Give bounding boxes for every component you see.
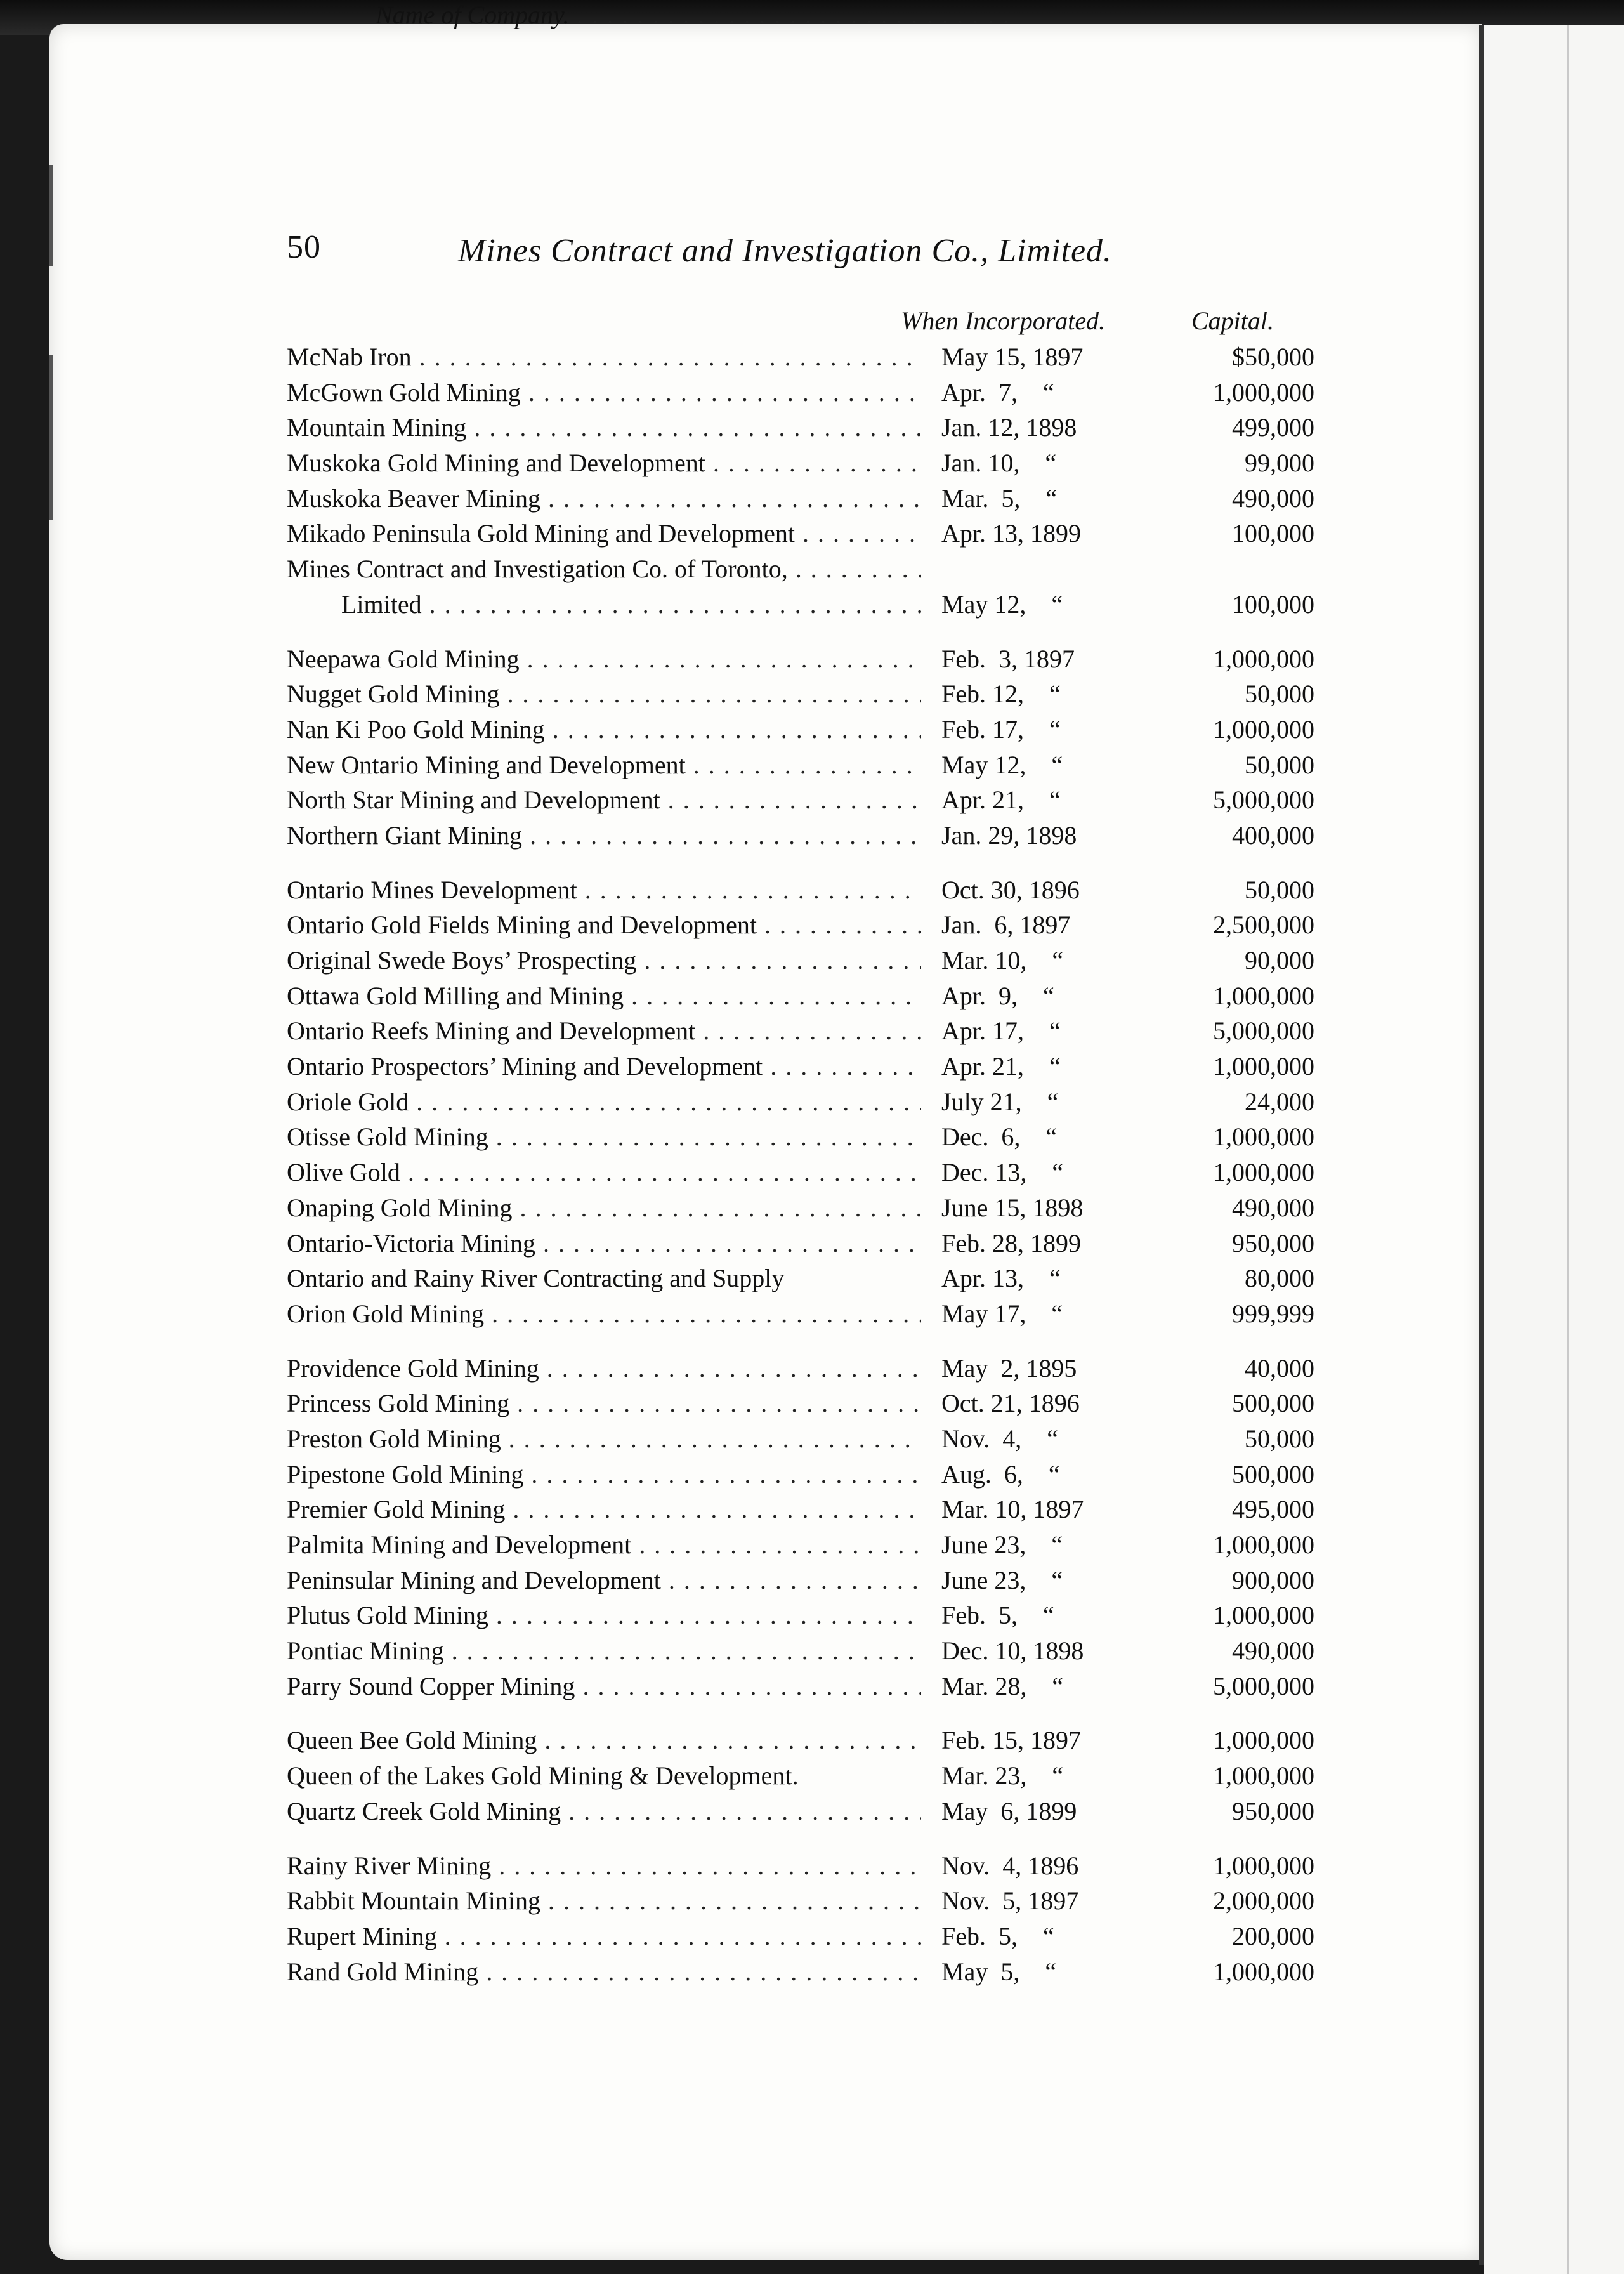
company-name: Olive Gold . . . (287, 1155, 921, 1190)
company-row (287, 1386, 1314, 1421)
company-row (287, 1421, 1314, 1457)
capital-amount: 1,000,000 (1213, 644, 1314, 673)
column-header-name: Name of Company. . . . (376, 0, 1010, 30)
company-row (287, 551, 1314, 622)
company-row (287, 1563, 1314, 1598)
company-row (287, 1598, 1314, 1633)
incorporation-date: Jan. 12, 1898 (941, 413, 1077, 442)
capital-amount: 1,000,000 (1213, 378, 1314, 407)
capital-amount: 2,500,000 (1213, 910, 1314, 940)
capital-amount: 50,000 (1245, 680, 1314, 709)
capital-amount: 1,000,000 (1213, 981, 1314, 1010)
capital-amount: 1,000,000 (1213, 1726, 1314, 1755)
company-name: Pipestone Gold Mining . . . (287, 1457, 921, 1492)
incorporation-date: Mar. 10, “ (941, 946, 1064, 975)
capital-amount: 495,000 (1232, 1495, 1314, 1524)
company-row (287, 1351, 1314, 1386)
incorporation-date: Nov. 5, 1897 (941, 1886, 1079, 1916)
capital-amount: 950,000 (1232, 1796, 1314, 1825)
company-row (287, 1084, 1314, 1120)
capital-amount: 1,000,000 (1213, 1851, 1314, 1880)
scan-edge-mark (49, 165, 53, 266)
letter-group (287, 641, 1314, 853)
company-row (287, 782, 1314, 818)
company-row (287, 1848, 1314, 1884)
capital-amount: 1,000,000 (1213, 1122, 1314, 1152)
company-row (287, 339, 1314, 375)
company-row (287, 1261, 1314, 1296)
company-name: Rupert Mining . . . (287, 1919, 921, 1954)
company-name: Muskoka Gold Mining and Development . . . (287, 445, 921, 481)
capital-amount: 5,000,000 (1213, 785, 1314, 815)
incorporation-date: May 12, “ (941, 589, 1063, 619)
capital-amount: 1,000,000 (1213, 1761, 1314, 1791)
incorporation-date: Oct. 21, 1896 (941, 1389, 1080, 1418)
company-row (287, 445, 1314, 481)
company-row (287, 375, 1314, 411)
company-row (287, 872, 1314, 908)
capital-amount: 90,000 (1245, 946, 1314, 975)
company-row (287, 1049, 1314, 1084)
letter-group (287, 1723, 1314, 1829)
capital-amount: 500,000 (1232, 1459, 1314, 1489)
incorporation-date: Nov. 4, “ (941, 1424, 1059, 1453)
capital-amount: 50,000 (1245, 750, 1314, 779)
company-row (287, 712, 1314, 747)
company-name: McGown Gold Mining . . . (287, 375, 921, 411)
capital-amount: 2,000,000 (1213, 1886, 1314, 1916)
company-row (287, 1226, 1314, 1261)
company-row (287, 818, 1314, 853)
company-row (287, 1633, 1314, 1669)
company-row (287, 1296, 1314, 1332)
incorporation-date: May 6, 1899 (941, 1796, 1077, 1825)
incorporation-date: Apr. 13, 1899 (941, 519, 1081, 548)
company-name: Plutus Gold Mining . . . (287, 1598, 921, 1633)
company-name: Ontario and Rainy River Contracting and Supply (287, 1264, 785, 1293)
scan-edge-mark (49, 355, 53, 520)
letter-group (287, 1351, 1314, 1704)
company-name: Northern Giant Mining . . . (287, 818, 921, 853)
company-row (287, 516, 1314, 551)
facing-page-margin (1484, 25, 1624, 2274)
capital-amount: 500,000 (1232, 1389, 1314, 1418)
capital-amount: 490,000 (1232, 483, 1314, 513)
capital-amount: 400,000 (1232, 820, 1314, 850)
capital-amount: 200,000 (1232, 1921, 1314, 1950)
company-name: Rand Gold Mining . . . (287, 1954, 921, 1990)
company-name: McNab Iron . . . (287, 339, 921, 375)
incorporation-date: Apr. 17, “ (941, 1016, 1061, 1046)
incorporation-date: Apr. 7, “ (941, 378, 1054, 407)
company-row (287, 1669, 1314, 1704)
capital-amount: $50,000 (1232, 343, 1314, 371)
capital-amount: 5,000,000 (1213, 1671, 1314, 1700)
capital-amount: 950,000 (1232, 1228, 1314, 1258)
company-name: Otisse Gold Mining . . . (287, 1119, 921, 1155)
incorporation-date: Feb. 5, “ (941, 1921, 1054, 1950)
running-head: Mines Contract and Investigation Co., Limited. (458, 233, 1113, 269)
company-name-continued: Limited . . . (341, 587, 921, 622)
incorporation-date: Oct. 30, 1896 (941, 875, 1080, 904)
capital-amount: 100,000 (1232, 519, 1314, 548)
letter-group (287, 1848, 1314, 1990)
capital-amount: 490,000 (1232, 1636, 1314, 1666)
company-name: Preston Gold Mining . . . (287, 1421, 921, 1457)
incorporation-date: Mar. 5, “ (941, 483, 1058, 513)
company-row (287, 676, 1314, 712)
capital-amount: 1,000,000 (1213, 1052, 1314, 1081)
capital-amount: 1,000,000 (1213, 1601, 1314, 1630)
facing-page-edge (1567, 25, 1569, 2274)
company-name: Oriole Gold . . . (287, 1084, 921, 1120)
incorporation-date: May 17, “ (941, 1299, 1063, 1328)
company-name: New Ontario Mining and Development . . . (287, 747, 921, 783)
incorporation-date: Apr. 21, “ (941, 785, 1061, 815)
column-header-capital: Capital. (1191, 306, 1274, 335)
incorporation-date: June 23, “ (941, 1530, 1063, 1560)
company-row (287, 1190, 1314, 1226)
incorporation-date: Apr. 13, “ (941, 1264, 1061, 1293)
company-name: Premier Gold Mining . . . (287, 1492, 921, 1527)
incorporation-date: Dec. 13, “ (941, 1158, 1064, 1187)
company-list (287, 339, 1314, 1989)
company-row (287, 1723, 1314, 1758)
incorporation-date: May 12, “ (941, 750, 1063, 779)
company-row (287, 1527, 1314, 1563)
company-name: Parry Sound Copper Mining . . . (287, 1669, 921, 1704)
company-row (287, 1954, 1314, 1990)
letter-group (287, 872, 1314, 1332)
company-name: Princess Gold Mining . . . (287, 1386, 921, 1421)
company-name: Quartz Creek Gold Mining . . . (287, 1794, 921, 1829)
company-row (287, 1457, 1314, 1492)
capital-amount: 5,000,000 (1213, 1016, 1314, 1046)
company-name: Pontiac Mining . . . (287, 1633, 921, 1669)
company-row (287, 410, 1314, 445)
incorporation-date: Dec. 10, 1898 (941, 1636, 1084, 1666)
incorporation-date: Aug. 6, “ (941, 1459, 1060, 1489)
incorporation-date: Mar. 28, “ (941, 1671, 1064, 1700)
company-row (287, 1013, 1314, 1049)
incorporation-date: June 23, “ (941, 1565, 1063, 1594)
company-row (287, 978, 1314, 1014)
company-name: Muskoka Beaver Mining . . . (287, 481, 921, 516)
capital-amount: 50,000 (1245, 1424, 1314, 1453)
company-name: Ontario-Victoria Mining . . . (287, 1226, 921, 1261)
incorporation-date: Mar. 23, “ (941, 1761, 1064, 1791)
company-row (287, 943, 1314, 978)
company-name: Palmita Mining and Development . . . (287, 1527, 921, 1563)
incorporation-date: Feb. 3, 1897 (941, 644, 1075, 673)
incorporation-date: Nov. 4, 1896 (941, 1851, 1079, 1880)
capital-amount: 40,000 (1245, 1353, 1314, 1383)
company-name: Ontario Gold Fields Mining and Development . . . (287, 907, 921, 943)
letter-group (287, 339, 1314, 622)
company-row (287, 907, 1314, 943)
company-name: Orion Gold Mining . . . (287, 1296, 921, 1332)
company-name: Ontario Mines Development . . . (287, 872, 921, 908)
capital-amount: 1,000,000 (1213, 1530, 1314, 1560)
capital-amount: 1,000,000 (1213, 1957, 1314, 1986)
capital-amount: 1,000,000 (1213, 714, 1314, 744)
incorporation-date: Dec. 6, “ (941, 1122, 1058, 1152)
company-name: Rainy River Mining . . . (287, 1848, 921, 1884)
incorporation-date: Apr. 21, “ (941, 1052, 1061, 1081)
company-name: Mountain Mining . . . (287, 410, 921, 445)
company-row (287, 747, 1314, 783)
capital-amount: 50,000 (1245, 875, 1314, 904)
company-name: Rabbit Mountain Mining . . . (287, 1883, 921, 1919)
capital-amount: 24,000 (1245, 1087, 1314, 1116)
capital-amount: 99,000 (1245, 449, 1314, 478)
company-name: Ontario Prospectors’ Mining and Development . . . (287, 1049, 921, 1084)
page-number: 50 (287, 229, 321, 265)
company-row (287, 481, 1314, 516)
company-row (287, 1119, 1314, 1155)
incorporation-date: Jan. 6, 1897 (941, 910, 1071, 940)
incorporation-date: Apr. 9, “ (941, 981, 1054, 1010)
incorporation-date: Mar. 10, 1897 (941, 1495, 1084, 1524)
company-name: Ottawa Gold Milling and Mining . . . (287, 978, 921, 1014)
capital-amount: 999,999 (1232, 1299, 1314, 1328)
capital-amount: 1,000,000 (1213, 1158, 1314, 1187)
company-row (287, 641, 1314, 677)
company-row (287, 1155, 1314, 1190)
incorporation-date: Feb. 28, 1899 (941, 1228, 1081, 1258)
company-name: Neepawa Gold Mining . . . (287, 641, 921, 677)
company-name: Ontario Reefs Mining and Development . . . (287, 1013, 921, 1049)
incorporation-date: May 2, 1895 (941, 1353, 1077, 1383)
capital-amount: 499,000 (1232, 413, 1314, 442)
company-name: Queen of the Lakes Gold Mining & Development. (287, 1761, 799, 1791)
company-row (287, 1919, 1314, 1954)
column-header-when-incorporated: When Incorporated. (901, 306, 1106, 335)
capital-amount: 80,000 (1245, 1264, 1314, 1293)
company-name: Providence Gold Mining . . . (287, 1351, 921, 1386)
incorporation-date: Feb. 15, 1897 (941, 1726, 1081, 1755)
company-name: Original Swede Boys’ Prospecting . . . (287, 943, 921, 978)
capital-amount: 490,000 (1232, 1193, 1314, 1222)
capital-amount: 900,000 (1232, 1565, 1314, 1594)
incorporation-date: Jan. 29, 1898 (941, 820, 1077, 850)
incorporation-date: May 5, “ (941, 1957, 1057, 1986)
company-name: Peninsular Mining and Development . . . (287, 1563, 921, 1598)
incorporation-date: May 15, 1897 (941, 343, 1084, 371)
incorporation-date: Jan. 10, “ (941, 449, 1057, 478)
company-name: Nan Ki Poo Gold Mining . . . (287, 712, 921, 747)
company-name: Mikado Peninsula Gold Mining and Development . . . (287, 516, 921, 551)
capital-amount: 100,000 (1232, 589, 1314, 619)
company-name: North Star Mining and Development . . . (287, 782, 921, 818)
company-row (287, 1492, 1314, 1527)
company-name: Nugget Gold Mining . . . (287, 676, 921, 712)
company-name: Onaping Gold Mining . . . (287, 1190, 921, 1226)
incorporation-date: June 15, 1898 (941, 1193, 1084, 1222)
gutter-fold (1479, 25, 1484, 2265)
company-row (287, 1794, 1314, 1829)
company-row (287, 1883, 1314, 1919)
company-name: Mines Contract and Investigation Co. of Toronto, . . . (287, 551, 921, 587)
company-name: Queen Bee Gold Mining . . . (287, 1723, 921, 1758)
incorporation-date: July 21, “ (941, 1087, 1059, 1116)
company-row (287, 1758, 1314, 1794)
incorporation-date: Feb. 5, “ (941, 1601, 1054, 1630)
incorporation-date: Feb. 12, “ (941, 680, 1061, 709)
incorporation-date: Feb. 17, “ (941, 714, 1061, 744)
